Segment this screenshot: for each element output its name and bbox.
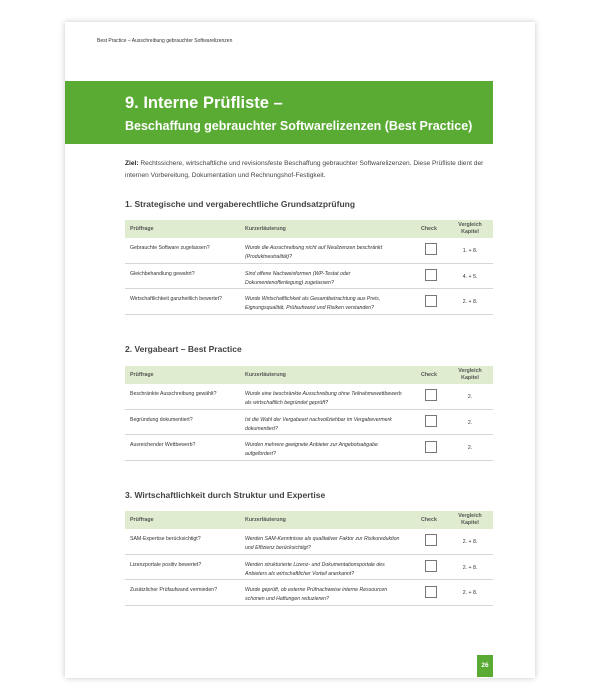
explanation: Wurde die Ausschreibung nicht auf Neulizenzen beschränkt (Produktneutralität)?: [245, 245, 383, 260]
intro-text: Rechtssichere, wirtschaftliche und revisionsfeste Beschaffung gebrauchter Softwarelizenzen. Diese Prüfliste dient der internen Vorbereitung, Dokumentation und Rechnungshof-Festigkeit.: [125, 160, 484, 179]
table-row: [125, 289, 493, 315]
chapter-ref: 2.: [467, 445, 473, 451]
question: Lizenzportale positiv bewertet?: [130, 562, 202, 568]
explanation: Wurde geprüft, ob externe Prüfnachweise interne Ressourcen schonen und Haftungen reduzieren?: [245, 587, 388, 602]
header-chapter: Vergleich Kapitel: [458, 222, 482, 235]
table-header: [125, 511, 493, 529]
section-title: 3. Wirtschaftlichkeit durch Struktur und Expertise: [125, 490, 326, 500]
question: Wirtschaftlichkeit ganzheitlich bewertet?: [130, 296, 222, 302]
checklist-table: [125, 511, 493, 606]
running-head: Best Practice – Ausschreibung gebrauchter Softwarelizenzen: [97, 38, 233, 44]
explanation: Ist die Wahl der Vergabeart nachvollziehbar im Vergabevermerk dokumentiert?: [245, 417, 392, 432]
chapter-ref: 2. + 8.: [462, 565, 478, 571]
check-box[interactable]: [425, 295, 437, 307]
explanation: Werden strukturierte Lizenz- und Dokumentationsportale des Anbieters als wirtschaftlicher Vorteil anerkannt?: [245, 562, 385, 577]
table-row: [125, 580, 493, 606]
table-row: [125, 435, 493, 461]
check-box[interactable]: [425, 415, 437, 427]
page-title: 9. Interne Prüfliste –: [125, 94, 283, 112]
header-explanation: Kurzerläuterung: [245, 226, 286, 232]
question: Ausreichender Wettbewerb?: [130, 442, 196, 448]
chapter-ref: 2.: [467, 394, 473, 400]
section-title: 2. Vergabeart – Best Practice: [125, 344, 242, 354]
table-row: [125, 238, 493, 264]
chapter-ref: 4. + 5.: [462, 274, 478, 280]
question: Begründung dokumentiert?: [130, 417, 193, 423]
explanation: Wurde Wirtschaftlichkeit als Gesamtbetrachtung aus Preis, Eignungsqualität, Prüfaufwand und Risiken verstanden?: [245, 296, 381, 311]
explanation: Wurde eine beschränkte Ausschreibung ohne Teilnahmewettbewerb als wirtschaftlich begründet geprüft?: [245, 391, 402, 406]
header-explanation: Kurzerläuterung: [245, 372, 286, 378]
chapter-ref: 2. + 8.: [462, 590, 478, 596]
header-check: Check: [421, 226, 437, 232]
table-row: [125, 529, 493, 555]
check-box[interactable]: [425, 269, 437, 281]
page-number: 26: [477, 655, 493, 677]
table-header: [125, 220, 493, 238]
header-question: Prüffrage: [130, 517, 154, 523]
intro-paragraph: [125, 158, 495, 182]
check-box[interactable]: [425, 389, 437, 401]
section-title: 1. Strategische und vergaberechtliche Grundsatzprüfung: [125, 199, 356, 209]
chapter-ref: 2. + 8.: [462, 299, 478, 305]
question: SAM-Expertise berücksichtigt?: [130, 536, 201, 542]
page-subtitle: Beschaffung gebrauchter Softwarelizenzen (Best Practice): [125, 119, 473, 133]
header-check: Check: [421, 517, 437, 523]
chapter-ref: 2.: [467, 420, 473, 426]
header-check: Check: [421, 372, 437, 378]
title-banner: [65, 81, 493, 144]
chapter-ref: 1. + 8.: [462, 248, 478, 254]
table-row: [125, 264, 493, 289]
checklist-table: [125, 366, 493, 461]
question: Gebrauchte Software zugelassen?: [130, 245, 210, 251]
check-box[interactable]: [425, 243, 437, 255]
header-chapter: Vergleich Kapitel: [458, 513, 482, 526]
question: Zusätzlicher Prüfaufwand vermieden?: [130, 587, 218, 593]
table-row: [125, 410, 493, 435]
check-box[interactable]: [425, 560, 437, 572]
check-box[interactable]: [425, 441, 437, 453]
table-header: [125, 366, 493, 384]
table-row: [125, 555, 493, 580]
header-explanation: Kurzerläuterung: [245, 517, 286, 523]
intro-label: Ziel:: [125, 160, 139, 167]
checklist-table: [125, 220, 493, 315]
chapter-ref: 2. + 8.: [462, 539, 478, 545]
explanation: Wurden mehrere geeignete Anbieter zur Angebotsabgabe aufgefordert?: [245, 442, 378, 457]
question: Beschränkte Ausschreibung gewählt?: [130, 391, 217, 397]
table-row: [125, 384, 493, 410]
explanation: Werden SAM-Kenntnisse als qualitativer Faktor zur Risikoreduktion und Effizienz berücksichtigt?: [245, 536, 400, 551]
header-question: Prüffrage: [130, 226, 154, 232]
question: Gleichbehandlung gewahrt?: [130, 271, 195, 277]
check-box[interactable]: [425, 586, 437, 598]
header-question: Prüffrage: [130, 372, 154, 378]
header-chapter: Vergleich Kapitel: [458, 368, 482, 381]
check-box[interactable]: [425, 534, 437, 546]
explanation: Sind offene Nachweisformen (WP-Testat oder Dokumentenoffenlegung) zugelassen?: [245, 271, 351, 286]
